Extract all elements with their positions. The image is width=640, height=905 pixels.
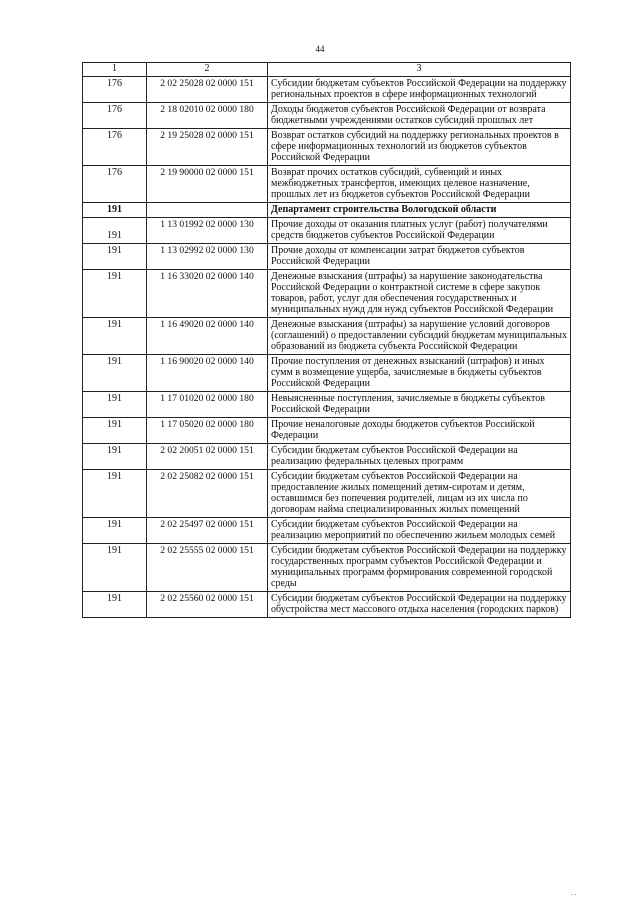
table-row	[83, 318, 571, 355]
row-description: Департамент строительства Вологодской области	[268, 203, 571, 218]
row-admin-code: 191	[83, 518, 147, 544]
row-admin-code: 191	[83, 203, 147, 218]
row-revenue-code	[147, 203, 268, 218]
row-description: Прочие доходы от оказания платных услуг (работ) получателями средств бюджетов субъектов Российской Федерации	[268, 218, 571, 244]
row-admin-code: 176	[83, 129, 147, 166]
table-row	[83, 355, 571, 392]
row-description: Субсидии бюджетам субъектов Российской Федерации на поддержку государственных программ субъектов Российской Федерации и муниципальных программ формирования современной городской среды	[268, 544, 571, 592]
row-admin-code: 191	[83, 318, 147, 355]
row-revenue-code: 2 02 25497 02 0000 151	[147, 518, 268, 544]
row-description: Доходы бюджетов субъектов Российской Федерации от возврата бюджетными учреждениями остатков субсидий прошлых лет	[268, 103, 571, 129]
row-description: Субсидии бюджетам субъектов Российской Федерации на поддержку региональных проектов в сфере информационных технологий	[268, 77, 571, 103]
row-admin-code: 176	[83, 77, 147, 103]
header-col-2: 2	[147, 63, 268, 77]
row-description: Прочие неналоговые доходы бюджетов субъектов Российской Федерации	[268, 418, 571, 444]
row-revenue-code: 1 16 90020 02 0000 140	[147, 355, 268, 392]
row-revenue-code: 1 17 05020 02 0000 180	[147, 418, 268, 444]
row-revenue-code: 2 02 25560 02 0000 151	[147, 592, 268, 618]
row-description: Денежные взыскания (штрафы) за нарушение законодательства Российской Федерации о контрактной системе в сфере закупок товаров, работ, услуг для обеспечения государственных и муниципальных нужд для нужд субъектов Российской Федерации	[268, 270, 571, 318]
row-admin-code: 176	[83, 166, 147, 203]
row-description: Субсидии бюджетам субъектов Российской Федерации на реализацию мероприятий по обеспечению жильем молодых семей	[268, 518, 571, 544]
row-admin-code: 176	[83, 103, 147, 129]
revenue-codes-table	[82, 62, 571, 618]
row-admin-code: 191	[83, 218, 147, 244]
row-revenue-code: 2 02 25082 02 0000 151	[147, 470, 268, 518]
row-description: Денежные взыскания (штрафы) за нарушение условий договоров (соглашений) о предоставлении субсидий бюджетам муниципальных образований из бюджета субъекта Российской Федерации	[268, 318, 571, 355]
row-description: Возврат прочих остатков субсидий, субвенций и иных межбюджетных трансфертов, имеющих целевое назначение, прошлых лет из бюджетов субъектов Российской Федерации	[268, 166, 571, 203]
row-description: Субсидии бюджетам субъектов Российской Федерации на реализацию федеральных целевых программ	[268, 444, 571, 470]
scan-marks: . .	[571, 889, 577, 897]
row-revenue-code: 1 16 33020 02 0000 140	[147, 270, 268, 318]
row-revenue-code: 1 17 01020 02 0000 180	[147, 392, 268, 418]
table-row	[83, 592, 571, 618]
row-admin-code: 191	[83, 392, 147, 418]
row-description: Субсидии бюджетам субъектов Российской Федерации на предоставление жилых помещений детям-сиротам и детям, оставшимся без попечения родителей, лицам из их числа по договорам найма специализированных жилых помещений	[268, 470, 571, 518]
table-row	[83, 129, 571, 166]
row-admin-code: 191	[83, 544, 147, 592]
row-revenue-code: 2 02 20051 02 0000 151	[147, 444, 268, 470]
row-revenue-code: 1 13 01992 02 0000 130	[147, 218, 268, 244]
page-number: 44	[315, 44, 325, 54]
row-admin-code: 191	[83, 244, 147, 270]
row-admin-code: 191	[83, 270, 147, 318]
table-row	[83, 444, 571, 470]
row-revenue-code: 2 02 25555 02 0000 151	[147, 544, 268, 592]
row-revenue-code: 1 13 02992 02 0000 130	[147, 244, 268, 270]
row-description: Прочие доходы от компенсации затрат бюджетов субъектов Российской Федерации	[268, 244, 571, 270]
table-row	[83, 244, 571, 270]
table-row	[83, 203, 571, 218]
header-col-1: 1	[83, 63, 147, 77]
row-admin-code: 191	[83, 592, 147, 618]
table-row	[83, 392, 571, 418]
row-description: Субсидии бюджетам субъектов Российской Федерации на поддержку обустройства мест массового отдыха населения (городских парков)	[268, 592, 571, 618]
row-revenue-code: 2 18 02010 02 0000 180	[147, 103, 268, 129]
row-revenue-code: 2 02 25028 02 0000 151	[147, 77, 268, 103]
table-row	[83, 418, 571, 444]
header-col-3: 3	[268, 63, 571, 77]
table-row	[83, 218, 571, 244]
table-header-row	[83, 63, 571, 77]
row-description: Невыясненные поступления, зачисляемые в бюджеты субъектов Российской Федерации	[268, 392, 571, 418]
table-row	[83, 166, 571, 203]
row-admin-code: 191	[83, 444, 147, 470]
row-admin-code: 191	[83, 355, 147, 392]
row-admin-code: 191	[83, 418, 147, 444]
row-description: Возврат остатков субсидий на поддержку региональных проектов в сфере информационных технологий из бюджетов субъектов Российской Федерации	[268, 129, 571, 166]
table-row	[83, 518, 571, 544]
row-revenue-code: 2 19 90000 02 0000 151	[147, 166, 268, 203]
table-row	[83, 103, 571, 129]
row-admin-code: 191	[83, 470, 147, 518]
row-revenue-code: 1 16 49020 02 0000 140	[147, 318, 268, 355]
row-description: Прочие поступления от денежных взысканий (штрафов) и иных сумм в возмещение ущерба, зачисляемые в бюджеты субъектов Российской Федерации	[268, 355, 571, 392]
table-row	[83, 544, 571, 592]
table-row	[83, 470, 571, 518]
row-revenue-code: 2 19 25028 02 0000 151	[147, 129, 268, 166]
table-row	[83, 77, 571, 103]
table-row	[83, 270, 571, 318]
